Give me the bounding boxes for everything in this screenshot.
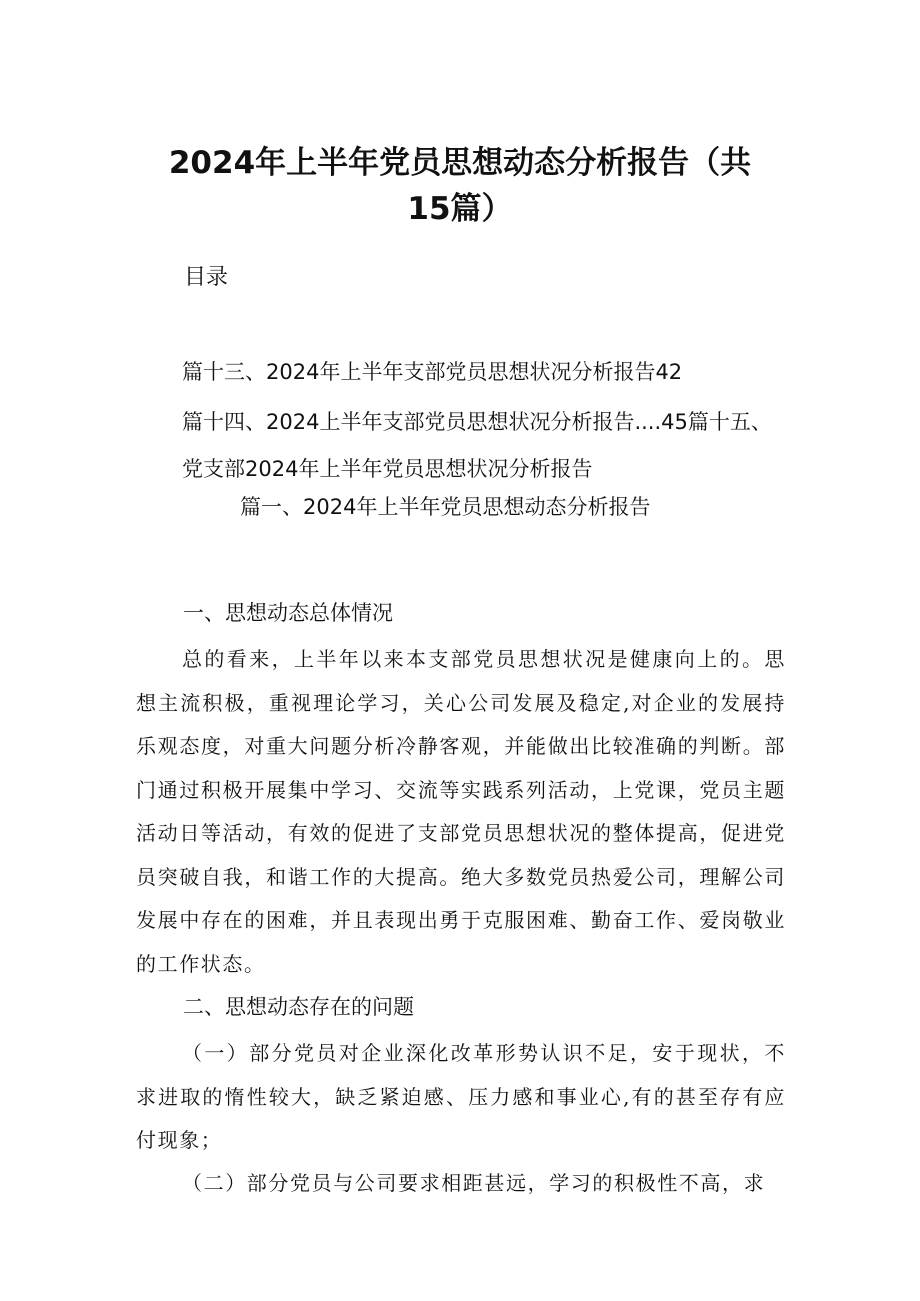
- toc-entry[interactable]: 篇十四、2024上半年支部党员思想状况分析报告....45篇十五、: [182, 410, 772, 434]
- toc-label: 目录: [184, 265, 229, 290]
- section-heading-problems: 二、思想动态存在的问题: [183, 995, 414, 1019]
- document-title-line1: 2024年上半年党员思想动态分析报告（共: [168, 145, 752, 181]
- body-paragraph: （一）部分党员对企业深化改革形势认识不足，安于现状，不求进取的惰性较大，缺乏紧迫感、压力感和事业心,有的甚至存有应付现象；: [136, 1041, 786, 1152]
- section-heading-overall: 一、思想动态总体情况: [183, 601, 393, 625]
- article-title: 篇一、2024年上半年党员思想动态分析报告: [240, 495, 651, 519]
- toc-entry[interactable]: 党支部2024年上半年党员思想状况分析报告: [182, 457, 593, 481]
- body-paragraph: 总的看来，上半年以来本支部党员思想状况是健康向上的。思想主流积极，重视理论学习，关心公司发展及稳定,对企业的发展持乐观态度，对重大问题分析冷静客观，并能做出比较准确的判断。部门通过积极开展集中学习、交流等实践系列活动，上党课，党员主题活动日等活动，有效的促进了支部党员思想状况的整体提高，促进党员突破自我，和谐工作的大提高。绝大多数党员热爱公司，理解公司发展中存在的困难，并且表现出勇于克服困难、勤奋工作、爱岗敬业的工作状态。: [136, 647, 786, 976]
- toc-entry[interactable]: 篇十三、2024年上半年支部党员思想状况分析报告42: [182, 360, 683, 384]
- document-title: [160, 140, 760, 232]
- document-title-line2: 15篇）: [407, 191, 513, 227]
- body-paragraph: （二）部分党员与公司要求相距甚远，学习的积极性不高，求: [182, 1171, 766, 1195]
